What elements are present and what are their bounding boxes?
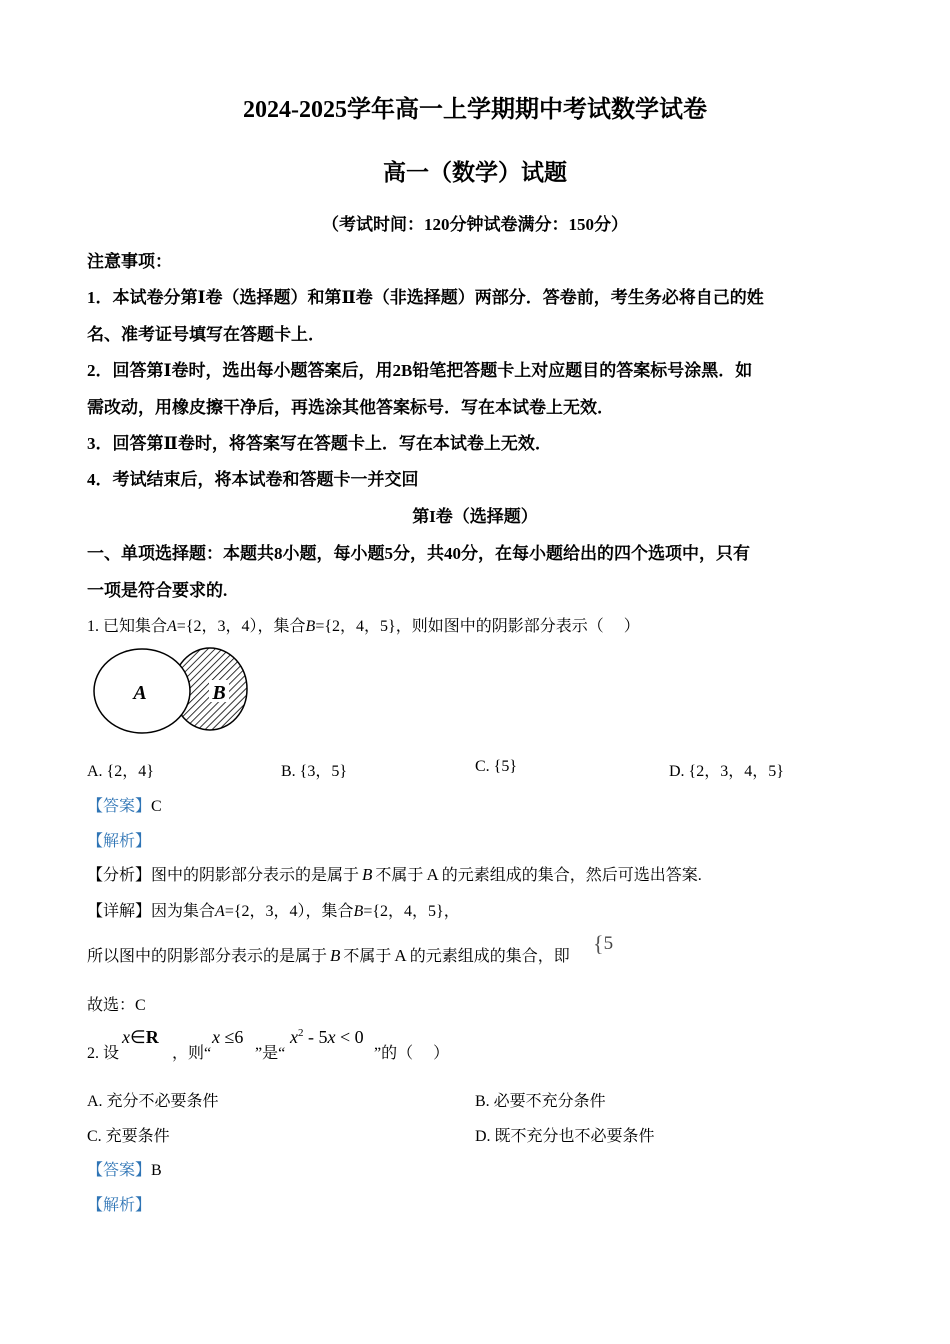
q1-xiangjie-b: B	[353, 903, 364, 920]
q2-p-x: x	[212, 1027, 220, 1047]
q1-answer	[87, 793, 162, 816]
page-subtitle: 高一（数学）试题	[383, 160, 567, 185]
q1-set-a-var: A	[167, 618, 177, 635]
q1-xiangjie-a: A	[215, 903, 225, 920]
q1-xiangjie-a-val: ={2，3，4），集合	[224, 903, 354, 920]
q2-cond-x: x	[122, 1027, 130, 1047]
q1-conclusion-mid: 不属于	[343, 948, 392, 965]
q1-conclusion-a: A	[394, 946, 407, 965]
q1-fenxi-post: 的元素组成的集合，然后可选出答案.	[441, 867, 702, 884]
q1-fenxi-a: A	[426, 865, 439, 884]
q1-fenxi-pre: 图中的阴影部分表示的是属于	[151, 867, 360, 884]
q1-option-b[interactable]: B. {3，5}	[281, 763, 348, 780]
q1-conclusion	[87, 943, 570, 966]
q2-p-rest: ≤6	[224, 1027, 244, 1047]
q1-fenxi-mid: 不属于	[375, 867, 424, 884]
q1-set-a-val: ={2，3，4）	[176, 618, 258, 635]
q1-conclusion-b: B	[330, 946, 341, 965]
q2-stem-mid-2: ”是“	[255, 1045, 286, 1062]
venn-diagram	[87, 642, 252, 738]
q2-analysis-tag: 【解析】	[87, 1197, 152, 1214]
q2-answer-value: B	[151, 1162, 162, 1179]
question-1-stem	[87, 613, 640, 636]
q1-set-b-var: B	[305, 618, 316, 635]
q1-answer-value: C	[151, 798, 162, 815]
notice-item-4: 4．考试结束后，将本试卷和答题卡一并交回	[87, 470, 419, 489]
q2-answer	[87, 1157, 162, 1180]
part-1-title: 第I卷（选择题）	[412, 507, 538, 526]
q1-option-d[interactable]: D. {2，3，4，5}	[669, 763, 784, 780]
notice-item-2-line-1: 2．回答第Ⅰ卷时，选出每小题答案后，用2B铅笔把答题卡上对应题目的答案标号涂黑．如	[87, 361, 753, 380]
notice-item-1-line-2: 名、准考证号填写在答题卡上．	[87, 325, 325, 344]
q2-stem-post: ”的（ ）	[374, 1045, 450, 1062]
q2-answer-tag: 【答案】	[87, 1162, 152, 1179]
q2-q-mid: - 5	[308, 1027, 328, 1047]
q2-cond-in: ∈	[130, 1027, 146, 1047]
q1-xiangjie	[87, 898, 460, 921]
q1-analysis-tag: 【解析】	[87, 833, 152, 850]
notice-item-2-line-2: 需改动，用橡皮擦干净后，再选涂其他答案标号．写在本试卷上无效．	[87, 398, 614, 417]
question-2-stem-pre: 2. 设	[87, 1045, 120, 1062]
q2-option-d[interactable]: D. 既不充分也不必要条件	[475, 1128, 655, 1145]
notice-item-1-line-1: 1．本试卷分第Ⅰ卷（选择题）和第Ⅱ卷（非选择题）两部分．答卷前，考生务必将自己的姓	[87, 288, 764, 307]
q2-cond-r: R	[145, 1027, 159, 1047]
notice-item-3: 3．回答第Ⅱ卷时，将答案写在答题卡上．写在本试卷上无效．	[87, 434, 552, 453]
q1-fenxi	[87, 862, 702, 885]
q1-conclusion-set-val: 5	[603, 933, 614, 954]
q1-fenxi-tag: 【分析】	[87, 867, 152, 884]
q1-xiangjie-pre: 因为集合	[151, 903, 216, 920]
venn-label-b: B	[212, 682, 226, 704]
section-1-line-1: 一、单项选择题：本题共8小题，每小题5分，共40分，在每小题给出的四个选项中，只有	[87, 544, 750, 563]
exam-info: （考试时间：120分钟试卷满分：150分）	[322, 215, 628, 234]
page-title: 2024-2025学年高一上学期期中考试数学试卷	[243, 97, 707, 123]
q1-xiangjie-b-val: ={2，4，5}，	[363, 903, 460, 920]
q2-condition-p	[212, 1027, 243, 1048]
q1-xiangjie-tag: 【详解】	[87, 903, 152, 920]
q2-condition-q	[290, 1027, 364, 1048]
q1-final: 故选：C	[87, 997, 146, 1014]
q2-q-x: x	[290, 1027, 298, 1047]
q1-option-c[interactable]: C. {5}	[475, 758, 518, 775]
q2-stem-mid-1: ，则“	[172, 1045, 212, 1062]
q1-option-a[interactable]: A. {2，4}	[87, 763, 154, 780]
q2-q-rest: < 0	[340, 1027, 364, 1047]
q1-stem-post: ，则如图中的阴影部分表示（ ）	[395, 618, 640, 635]
left-brace-icon: {	[593, 931, 604, 956]
q1-conclusion-pre: 所以图中的阴影部分表示的是属于	[87, 948, 328, 965]
q1-stem-pre: 1. 已知集合	[87, 618, 168, 635]
q1-conclusion-set	[593, 931, 613, 957]
q1-conclusion-post: 的元素组成的集合，即	[409, 948, 570, 965]
q2-option-a[interactable]: A. 充分不必要条件	[87, 1093, 219, 1110]
q1-set-b-val: ={2，4，5}	[315, 618, 396, 635]
q2-condition	[122, 1027, 159, 1048]
q2-q-sup: 2	[298, 1027, 304, 1039]
q2-option-b[interactable]: B. 必要不充分条件	[475, 1093, 606, 1110]
q1-stem-mid: ，集合	[257, 618, 306, 635]
venn-label-a: A	[133, 682, 147, 704]
q1-answer-tag: 【答案】	[87, 798, 152, 815]
section-1-line-2: 一项是符合要求的.	[87, 581, 228, 600]
q2-option-c[interactable]: C. 充要条件	[87, 1128, 170, 1145]
q1-fenxi-b: B	[362, 865, 373, 884]
notice-heading: 注意事项：	[87, 252, 172, 271]
q2-q-x2: x	[327, 1027, 336, 1047]
